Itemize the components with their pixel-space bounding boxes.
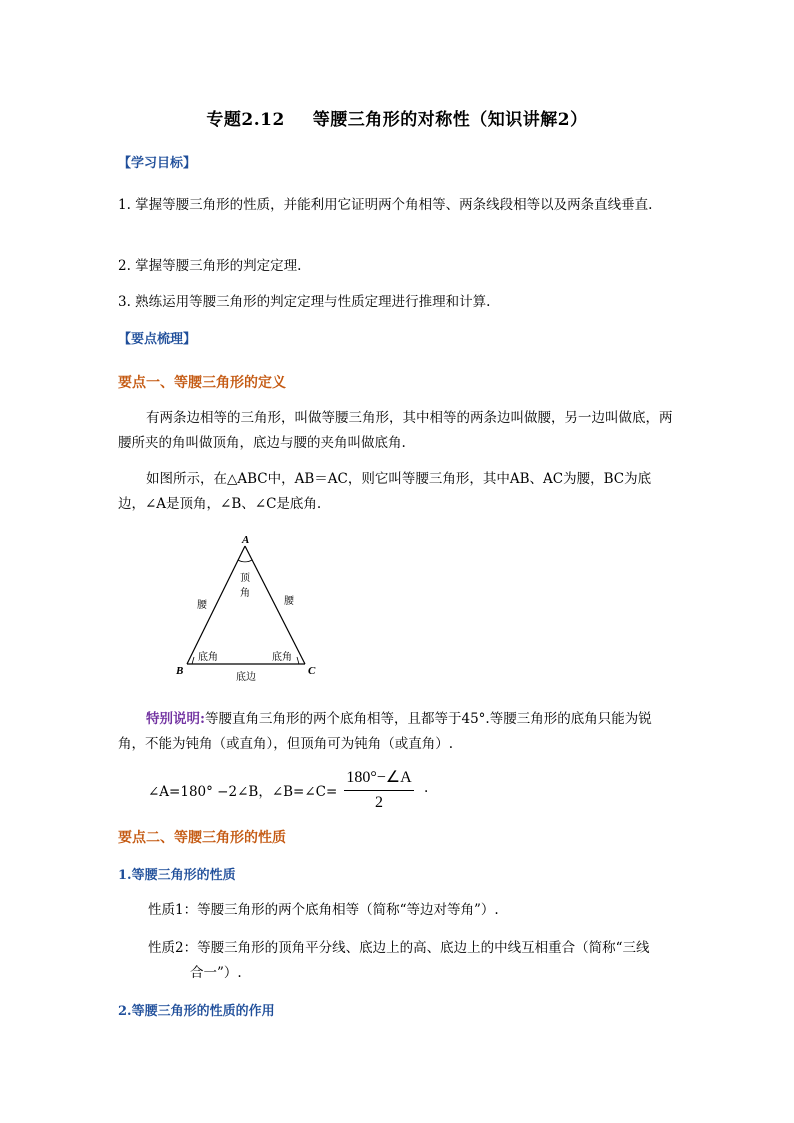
apex-label-2: 角: [240, 588, 250, 599]
base-angle-left-label: 底角: [198, 652, 218, 663]
fraction-denominator: 2: [375, 794, 383, 811]
subsection-1-heading: 1.等腰三角形的性质: [118, 868, 236, 883]
property-2-line-1: 性质2：等腰三角形的顶角平分线、底边上的高、底边上的中线互相重合（简称“三线: [148, 940, 650, 956]
base-label: 底边: [236, 672, 256, 683]
right-angle-mark: [297, 657, 299, 664]
objective-2: 2. 掌握等腰三角形的判定定理.: [118, 258, 302, 274]
property-2-line-2: 合一”）.: [190, 965, 242, 981]
keypoints-heading: 【要点梳理】: [118, 332, 197, 347]
fraction-bar: [344, 790, 414, 791]
right-leg-label: 腰: [284, 596, 294, 607]
formula-lhs: ∠A=180° −2∠B，∠B=∠C=: [148, 784, 338, 800]
formula-end: .: [424, 780, 429, 796]
triangle-svg: [170, 532, 340, 692]
definition-paragraph: 有两条边相等的三角形，叫做等腰三角形，其中相等的两条边叫做腰，另一边叫做底，两腰所夹的角叫做顶角，底边与腰的夹角叫做底角.: [118, 410, 673, 451]
figure-description: 如图所示，在△ABC中，AB＝AC，则它叫等腰三角形，其中AB、AC为腰，BC为底边，∠A是顶角，∠B、∠C是底角.: [118, 471, 652, 512]
vertex-b: B: [176, 665, 184, 677]
special-note: [118, 707, 678, 757]
base-angle-right-label: 底角: [272, 652, 292, 663]
isosceles-triangle-figure: [170, 532, 340, 692]
subsection-2-heading: 2.等腰三角形的性质的作用: [118, 1004, 275, 1019]
fraction-numerator: 180°−∠A: [346, 769, 412, 786]
title-number: 专题2.12: [206, 110, 285, 130]
apex-angle-arc: [238, 560, 252, 562]
vertex-a: A: [242, 534, 250, 546]
vertex-c: C: [308, 665, 316, 677]
point2-heading: 要点二、等腰三角形的性质: [118, 830, 286, 846]
objectives-heading: 【学习目标】: [118, 156, 197, 171]
point1-heading: 要点一、等腰三角形的定义: [118, 375, 286, 391]
formula-fraction: [344, 768, 414, 813]
objective-1: 1. 掌握等腰三角形的性质，并能利用它证明两个角相等、两条线段相等以及两条直线垂直.: [118, 197, 653, 213]
property-1: 性质1：等腰三角形的两个底角相等（简称“等边对等角”）.: [148, 902, 499, 918]
left-leg-label: 腰: [197, 600, 207, 611]
leg-ac: [245, 546, 305, 664]
leg-ab: [187, 546, 245, 664]
objective-3: 3. 熟练运用等腰三角形的判定定理与性质定理进行推理和计算.: [118, 294, 491, 310]
special-note-text: 等腰直角三角形的两个底角相等，且都等于45°.等腰三角形的底角只能为锐角，不能为钝角（或直角），但顶角可为钝角（或直角）.: [118, 711, 652, 752]
page-title: [0, 105, 794, 130]
apex-label-1: 顶: [240, 573, 250, 584]
special-note-label: 特别说明:: [146, 711, 205, 727]
title-text: 等腰三角形的对称性（知识讲解2）: [312, 110, 588, 130]
left-angle-mark: [192, 657, 194, 664]
